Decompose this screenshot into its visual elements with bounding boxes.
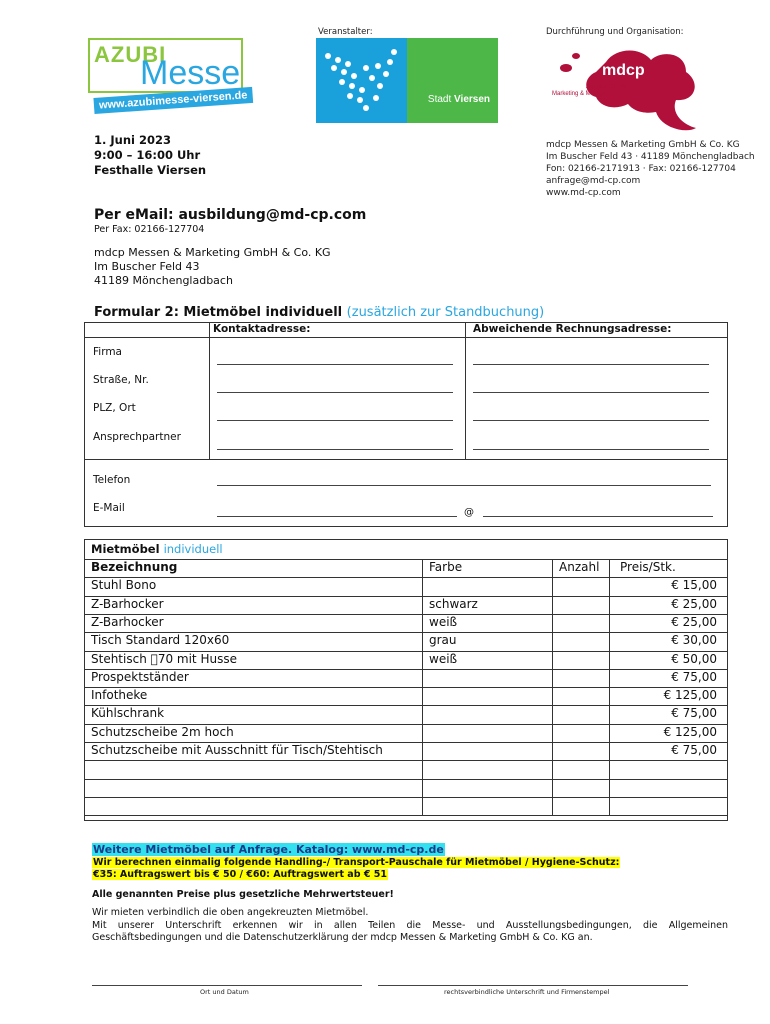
item-color: grau — [429, 633, 457, 648]
label-firma: Firma — [93, 346, 122, 358]
item-qty-field[interactable] — [559, 687, 609, 704]
company-info — [546, 139, 755, 199]
item-price: € 125,00 — [663, 688, 717, 703]
logo-azubi-text: AZUBI — [94, 42, 167, 67]
item-price: € 75,00 — [671, 669, 717, 684]
azubimesse-logo — [88, 38, 258, 116]
label-email: E-Mail — [93, 502, 125, 514]
mdcp-tagline-2: Marketing & Messen — [552, 91, 607, 97]
fax-line: Per Fax: 02166-127704 — [94, 224, 205, 235]
col-billing-header: Abweichende Rechnungsadresse: — [473, 323, 672, 335]
mdcp-tagline-1: Agentur für LIVE — [586, 84, 631, 90]
label-contact-person: Ansprechpartner — [93, 431, 181, 443]
item-price: € 50,00 — [671, 651, 717, 666]
form-title-note: (zusätzlich zur Standbuchung) — [346, 305, 545, 320]
item-name: Schutzscheibe 2m hoch — [91, 724, 234, 739]
form-title: Formular 2: Mietmöbel individuell (zusätzlich zur Standbuchung) — [94, 305, 545, 320]
field-billing-contact-person[interactable] — [473, 449, 709, 450]
viersen-dots-icon — [316, 38, 407, 123]
field-street[interactable] — [217, 392, 453, 393]
item-name: Infotheke — [91, 688, 148, 703]
handling-note: Wir berechnen einmalig folgende Handling-/ Transport-Pauschale für Mietmöbel / Hygiene-Schutz: — [93, 857, 620, 868]
field-billing-city[interactable] — [473, 420, 709, 421]
field-billing-street[interactable] — [473, 392, 709, 393]
catalog-note: Weitere Mietmöbel auf Anfrage. Katalog: www.md-cp.de — [93, 843, 444, 856]
header-qty: Anzahl — [559, 560, 600, 574]
company-email[interactable]: anfrage@md-cp.com — [546, 176, 641, 186]
logo-messe-text: Messe — [140, 54, 241, 92]
item-color: schwarz — [429, 596, 478, 611]
email-heading: Per eMail: ausbildung@md-cp.com — [94, 207, 367, 223]
signature-label: rechtsverbindliche Unterschrift und Firmenstempel — [444, 988, 610, 996]
item-color: weiß — [429, 614, 458, 629]
item-name: Z-Barhocker — [91, 596, 164, 611]
item-qty-field[interactable] — [559, 742, 609, 759]
item-price: € 75,00 — [671, 706, 717, 721]
at-sign: @ — [464, 507, 474, 518]
header-name: Bezeichnung — [91, 560, 178, 574]
logo-url: www.azubimesse-viersen.de — [93, 87, 252, 114]
company-web[interactable]: www.md-cp.com — [546, 188, 621, 198]
header-color: Farbe — [429, 560, 463, 574]
item-qty-field[interactable] — [559, 596, 609, 613]
event-date: 1. Juni 2023 — [94, 133, 171, 147]
mdcp-logo-text: mdcp — [602, 62, 645, 79]
item-qty-field[interactable] — [559, 705, 609, 722]
item-price: € 15,00 — [671, 578, 717, 593]
furniture-title: Mietmöbel individuell — [91, 542, 223, 556]
recipient-address: mdcp Messen & Marketing GmbH & Co. KG Im Buscher Feld 43 41189 Mönchengladbach — [94, 246, 331, 287]
item-qty-field[interactable] — [559, 669, 609, 686]
field-city[interactable] — [217, 420, 453, 421]
event-venue: Festhalle Viersen — [94, 163, 207, 177]
item-price: € 25,00 — [671, 596, 717, 611]
event-time: 9:00 – 16:00 Uhr — [94, 148, 201, 162]
item-name: Schutzscheibe mit Ausschnitt für Tisch/Stehtisch — [91, 743, 383, 757]
contact-table — [84, 322, 728, 527]
field-email-domain[interactable] — [483, 516, 713, 517]
city-logo-text: Stadt Viersen — [427, 94, 490, 105]
fees-note: €35: Auftragswert bis € 50 / €60: Auftragswert ab € 51 — [93, 869, 387, 880]
item-price: € 30,00 — [671, 633, 717, 648]
item-name: Stuhl Bono — [91, 578, 157, 593]
place-date-line[interactable] — [92, 985, 362, 986]
item-qty-field[interactable] — [559, 632, 609, 649]
col-contact-header: Kontaktadresse: — [213, 323, 311, 335]
event-info — [94, 133, 206, 178]
vat-note: Alle genannten Preise plus gesetzliche Mehrwertsteuer! — [92, 889, 394, 900]
execution-label: Durchführung und Organisation: — [546, 27, 684, 37]
item-name: Tisch Standard 120x60 — [91, 633, 230, 648]
label-city: PLZ, Ort — [93, 402, 136, 414]
field-phone[interactable] — [217, 485, 711, 486]
mdcp-logo — [546, 42, 711, 132]
field-firma[interactable] — [217, 364, 453, 365]
item-name: Kühlschrank — [91, 706, 165, 721]
signature-line[interactable] — [378, 985, 688, 986]
field-contact-person[interactable] — [217, 449, 453, 450]
item-qty-field[interactable] — [559, 724, 609, 741]
place-date-label: Ort und Datum — [200, 988, 249, 996]
item-price: € 125,00 — [663, 724, 717, 739]
stadt-viersen-logo — [316, 38, 498, 123]
label-phone: Telefon — [93, 474, 131, 486]
item-name: Prospektständer — [91, 669, 189, 684]
item-qty-field[interactable] — [559, 614, 609, 631]
item-qty-field[interactable] — [559, 577, 609, 594]
legal-text: Wir mieten verbindlich die oben angekreuzten Mietmöbel. Mit unserer Unterschrift erkennen wir in allen Teilen die Messe- und Ausstellungsbedingungen, die Allgemeinen Geschäftsbedingungen und die Datenschutzerklärung der mdcp Messen & Marketing GmbH & Co. KG an. — [92, 907, 728, 943]
company-address: Im Buscher Feld 43 · 41189 Mönchengladbach — [546, 152, 755, 162]
item-qty-field[interactable] — [559, 651, 609, 668]
company-name: mdcp Messen & Marketing GmbH & Co. KG — [546, 140, 740, 150]
item-color: weiß — [429, 651, 458, 666]
field-billing-firma[interactable] — [473, 364, 709, 365]
item-name: Z-Barhocker — [91, 614, 164, 629]
field-email-local[interactable] — [217, 516, 457, 517]
item-name: Stehtisch ⃠70 mit Husse — [91, 651, 237, 666]
header-price: Preis/Stk. — [620, 560, 676, 574]
item-price: € 75,00 — [671, 743, 717, 757]
furniture-table — [84, 539, 728, 821]
label-street: Straße, Nr. — [93, 374, 149, 386]
company-phone-fax: Fon: 02166-2171913 · Fax: 02166-127704 — [546, 164, 736, 174]
item-price: € 25,00 — [671, 614, 717, 629]
organizer-label: Veranstalter: — [318, 27, 373, 37]
